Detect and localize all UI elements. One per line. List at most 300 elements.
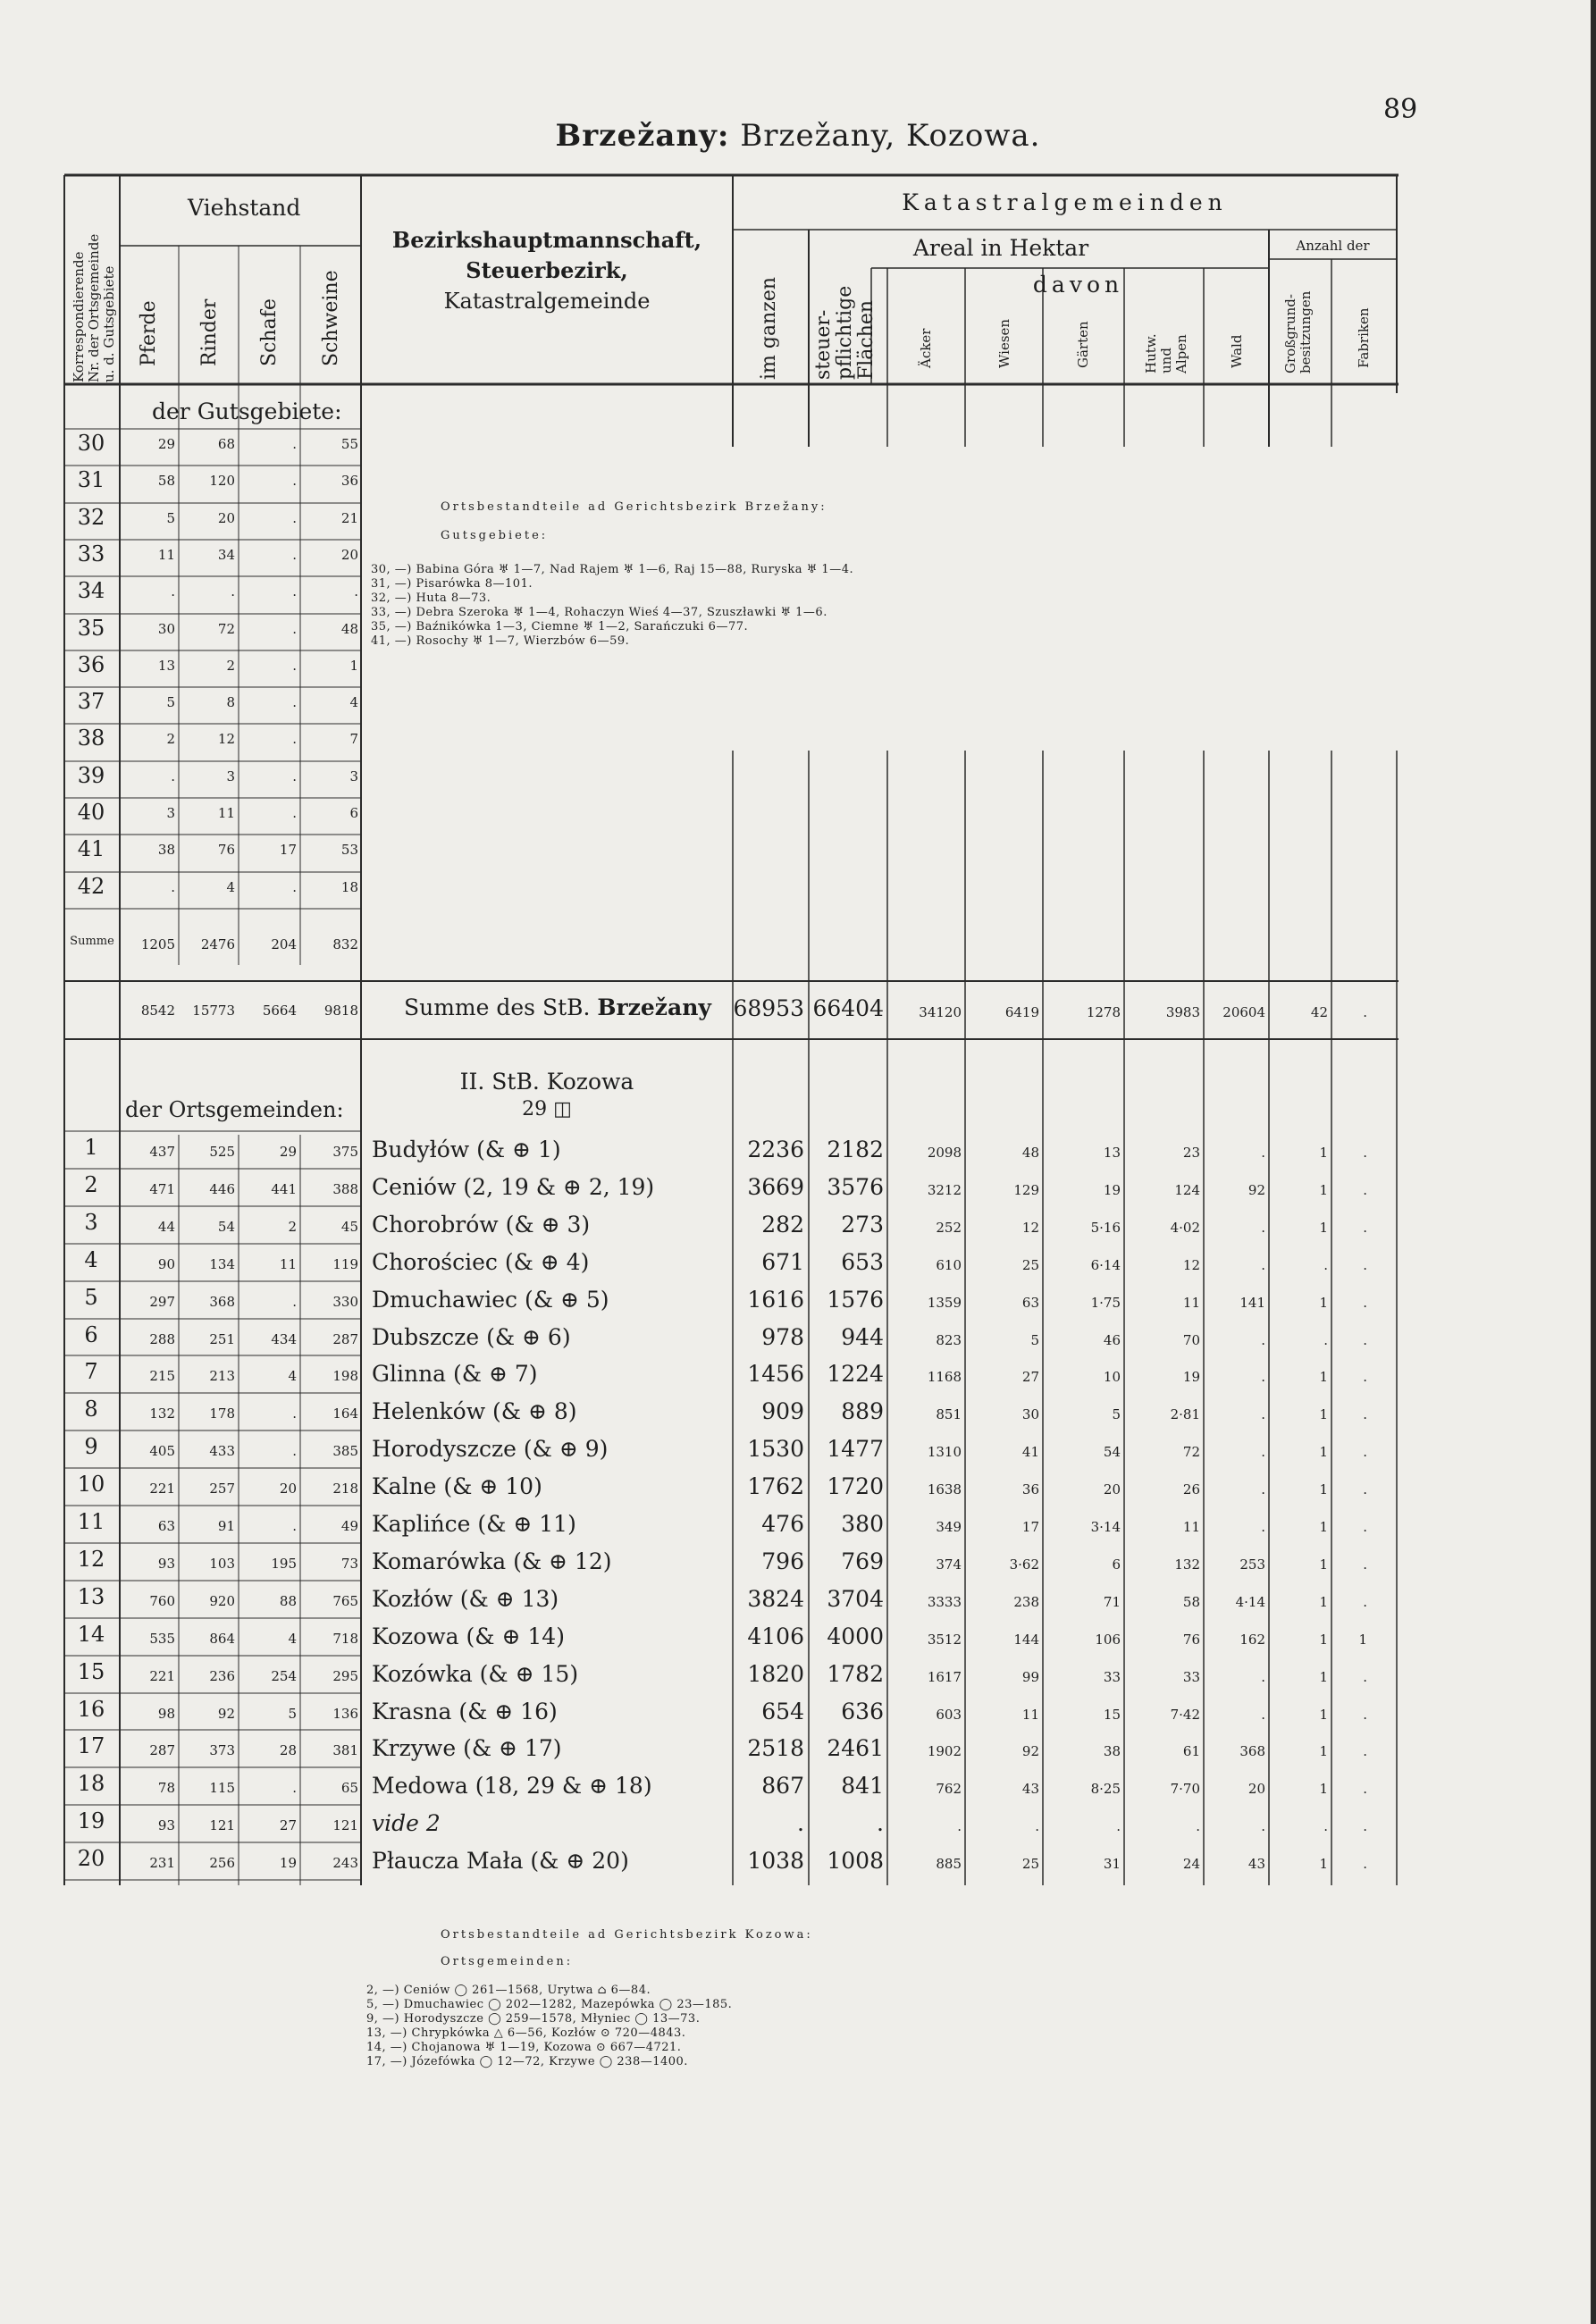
gross-cell: 1 (1319, 1295, 1328, 1311)
row-number: 10 (77, 1472, 105, 1497)
bezirk-line1: Bezirkshauptmannschaft, (391, 227, 702, 253)
korr-line2: Nr. der Ortsgemeinde (86, 233, 102, 382)
wald-cell: . (1261, 1444, 1265, 1460)
gross-cell: 1 (1319, 1444, 1328, 1460)
steuer-cell: 1477 (827, 1436, 884, 1462)
schweine-cell: 73 (340, 1556, 358, 1572)
pferde-cell: 132 (149, 1405, 175, 1422)
rinder-cell: 213 (209, 1368, 235, 1384)
total-ganzen: 68953 (733, 995, 804, 1021)
wald-cell: . (1261, 1220, 1265, 1236)
row-number: 19 (77, 1808, 105, 1833)
schafe-cell: . (292, 768, 297, 784)
gross-header (1283, 291, 1314, 373)
place-name: Ceniów (2, 19 & ⊕ 2, 19) (372, 1174, 655, 1200)
schweine-cell: 375 (332, 1144, 358, 1160)
rinder-cell: 20 (217, 510, 235, 526)
place-name: vide 2 (372, 1810, 441, 1836)
row-number: 31 (77, 467, 105, 492)
steuer-cell: 1008 (827, 1848, 884, 1874)
schafe-cell: . (292, 510, 297, 526)
wald-cell: . (1261, 1707, 1265, 1723)
row-number: 13 (77, 1584, 105, 1609)
steuer-cell: 2182 (827, 1137, 884, 1162)
place-name: Helenków (& ⊕ 8) (372, 1398, 577, 1424)
schweine-cell: 381 (332, 1742, 358, 1758)
row-number: 16 (77, 1697, 105, 1722)
wald-cell: 43 (1247, 1856, 1265, 1872)
schafe-cell: 254 (271, 1668, 297, 1684)
schafe-cell: 195 (271, 1556, 297, 1572)
hutw-cell: 24 (1182, 1856, 1200, 1872)
rinder-cell: 34 (217, 547, 235, 563)
gross-cell: 1 (1319, 1594, 1328, 1610)
pferde-cell: 288 (149, 1331, 175, 1347)
gaerten-cell: 54 (1103, 1444, 1121, 1460)
pferde-cell: 44 (157, 1219, 175, 1235)
ganzen-cell: 1530 (747, 1436, 804, 1462)
hutw-cell: 124 (1174, 1182, 1200, 1198)
wiesen-cell: 238 (1013, 1594, 1039, 1610)
row-number: 14 (77, 1622, 105, 1647)
fabriken-cell: . (1363, 1594, 1367, 1610)
schafe-cell: . (292, 731, 297, 747)
schafe-cell: . (292, 583, 297, 600)
steuer-cell: 2461 (827, 1735, 884, 1761)
aecker-cell: 1168 (927, 1369, 962, 1385)
ganzen-cell: 867 (761, 1773, 804, 1799)
gaerten-header: Gärten (1075, 321, 1091, 368)
place-name: Komarówka (& ⊕ 12) (372, 1548, 612, 1574)
place-name: Kaplińce (& ⊕ 11) (372, 1511, 576, 1537)
pferde-cell: 78 (157, 1780, 175, 1796)
rinder-cell: 8 (226, 694, 235, 710)
aecker-cell: 823 (936, 1332, 962, 1348)
gaerten-cell: 5 (1112, 1406, 1121, 1422)
gross-cell: 1 (1319, 1632, 1328, 1648)
row-number: 18 (77, 1771, 105, 1796)
wald-header: Wald (1229, 334, 1245, 368)
fabriken-cell: . (1363, 1743, 1367, 1759)
steuer-line1: steuer- (812, 309, 835, 380)
pferde-cell: 221 (149, 1668, 175, 1684)
aecker-cell: 1617 (927, 1669, 962, 1685)
notes2-line: 2, —) Ceniów ◯ 261—1568, Urytwa ⌂ 6—84. (366, 1984, 651, 1997)
total-steuer: 66404 (812, 995, 884, 1021)
hutw-cell: 7·70 (1170, 1781, 1200, 1797)
gaerten-cell: 8·25 (1090, 1781, 1121, 1797)
wiesen-header: Wiesen (996, 318, 1012, 368)
aecker-header: Äcker (918, 328, 934, 368)
davon-header: davon (1032, 272, 1124, 298)
rinder-cell: 257 (209, 1481, 235, 1497)
wald-cell: . (1261, 1332, 1265, 1348)
place-name: Medowa (18, 29 & ⊕ 18) (372, 1773, 652, 1799)
rinder-cell: 54 (217, 1219, 235, 1235)
ganzen-cell: 671 (761, 1249, 804, 1275)
rinder-cell: 103 (209, 1556, 235, 1572)
rinder-cell: 920 (209, 1593, 235, 1609)
row-number: 15 (77, 1659, 105, 1684)
hutw-cell: 2·81 (1170, 1406, 1200, 1422)
rinder-cell: 11 (217, 805, 235, 821)
pferde-cell: 5 (166, 694, 175, 710)
schweine-cell: 330 (332, 1294, 358, 1310)
place-name: Krasna (& ⊕ 16) (372, 1699, 558, 1724)
pferde-cell: 11 (157, 547, 175, 563)
kozowa-heading: II. StB. Kozowa (459, 1069, 634, 1095)
ganzen-cell: . (797, 1810, 804, 1836)
hutw-cell: 7·42 (1170, 1707, 1200, 1723)
schweine-cell: 218 (332, 1481, 358, 1497)
fabriken-cell: . (1363, 1669, 1367, 1685)
pferde-cell: 287 (149, 1742, 175, 1758)
aecker-cell: 1359 (927, 1295, 962, 1311)
wald-cell: 368 (1239, 1743, 1265, 1759)
pferde-cell: 437 (149, 1144, 175, 1160)
fabriken-header: Fabriken (1356, 307, 1372, 368)
wiesen-cell: 27 (1021, 1369, 1039, 1385)
total-gaerten: 1278 (1086, 1004, 1121, 1020)
rinder-cell: 76 (217, 842, 235, 858)
schafe-header: Schafe (258, 298, 281, 366)
pferde-cell: . (171, 768, 175, 784)
gutsgebiete-label: der Gutsgebiete: (152, 399, 342, 424)
gross-cell: 1 (1319, 1406, 1328, 1422)
rinder-cell: 72 (217, 621, 235, 637)
ganzen-cell: 1820 (747, 1661, 804, 1687)
kozowa-count: 29 ◫ (522, 1098, 572, 1120)
rinder-cell: 134 (209, 1256, 235, 1272)
steuer-cell: . (877, 1810, 884, 1836)
schweine-cell: 48 (340, 621, 358, 637)
schafe-cell: . (292, 436, 297, 452)
schafe-cell: . (292, 879, 297, 895)
gaerten-cell: 19 (1103, 1182, 1121, 1198)
gaerten-cell: 10 (1103, 1369, 1121, 1385)
schafe-cell: . (292, 547, 297, 563)
ganzen-cell: 978 (761, 1324, 804, 1350)
notes1-list (371, 563, 853, 649)
total-label-text: Summe des StB. (404, 994, 591, 1020)
schafe-cell: . (292, 1443, 297, 1459)
hutw-cell: 23 (1182, 1145, 1200, 1161)
wiesen-cell: 43 (1021, 1781, 1039, 1797)
pferde-cell: 29 (157, 436, 175, 452)
schweine-cell: 121 (332, 1817, 358, 1833)
notes1-line: 35, —) Baźnikówka 1—3, Ciemne ♅ 1—2, Sarańczuki 6—77. (371, 620, 749, 633)
schafe-cell: . (292, 621, 297, 637)
notes1-line: 33, —) Debra Szeroka ♅ 1—4, Rohaczyn Wieś 4—37, Szuszławki ♅ 1—6. (371, 606, 827, 619)
pferde-cell: 405 (149, 1443, 175, 1459)
place-name: Dmuchawiec (& ⊕ 5) (372, 1287, 609, 1313)
pferde-cell: 3 (166, 805, 175, 821)
pferde-cell: 471 (149, 1181, 175, 1197)
schweine-header: Schweine (320, 270, 342, 366)
pferde-cell: 38 (157, 842, 175, 858)
schweine-cell: 385 (332, 1443, 358, 1459)
gross-cell: . (1323, 1818, 1328, 1834)
steuer-cell: 841 (841, 1773, 884, 1799)
rinder-cell: 91 (217, 1518, 235, 1534)
pferde-cell: . (171, 879, 175, 895)
ganzen-cell: 282 (761, 1212, 804, 1238)
pferde-cell: 297 (149, 1294, 175, 1310)
aecker-cell: 1902 (927, 1743, 962, 1759)
notes1-line: 32, —) Huta 8—73. (371, 591, 491, 605)
gaerten-cell: 1·75 (1090, 1295, 1121, 1311)
wiesen-cell: . (1035, 1818, 1039, 1834)
steuer-cell: 1576 (827, 1287, 884, 1313)
schweine-cell: 65 (340, 1780, 358, 1796)
schafe-cell: . (292, 1780, 297, 1796)
pferde-cell: 535 (149, 1631, 175, 1647)
rinder-cell: 3 (226, 768, 235, 784)
wiesen-cell: 25 (1021, 1257, 1039, 1273)
schafe-cell: 5 (288, 1706, 297, 1722)
page-number: 89 (1383, 94, 1418, 125)
wiesen-cell: 3·62 (1009, 1556, 1039, 1573)
gaerten-cell: 13 (1103, 1145, 1121, 1161)
wiesen-cell: 63 (1021, 1295, 1039, 1311)
ganzen-cell: 3669 (747, 1174, 804, 1200)
hutw-cell: 132 (1174, 1556, 1200, 1573)
wald-cell: . (1261, 1669, 1265, 1685)
pferde-header: Pferde (138, 300, 160, 366)
pferde-cell: 93 (157, 1556, 175, 1572)
gaerten-cell: 5·16 (1090, 1220, 1121, 1236)
gross-cell: 1 (1319, 1369, 1328, 1385)
wiesen-cell: 144 (1013, 1632, 1039, 1648)
rinder-cell: 525 (209, 1144, 235, 1160)
gross-line2: besitzungen (1298, 290, 1314, 373)
hutw-cell: 12 (1182, 1257, 1200, 1273)
hutw-cell: 19 (1182, 1369, 1200, 1385)
steuer-cell: 1720 (827, 1473, 884, 1499)
hutw-cell: 33 (1182, 1669, 1200, 1685)
fabriken-cell: . (1363, 1856, 1367, 1872)
total-fabriken: . (1363, 1004, 1367, 1020)
total-wiesen: 6419 (1004, 1004, 1039, 1020)
fabriken-cell: . (1363, 1481, 1367, 1498)
schafe-cell: . (292, 1518, 297, 1534)
place-name: Kozłów (& ⊕ 13) (372, 1586, 559, 1612)
row-number: 38 (77, 726, 105, 751)
summe-pferde: 1205 (140, 936, 175, 952)
schweine-cell: 718 (332, 1631, 358, 1647)
ortsgemeinden-label: der Ortsgemeinden: (125, 1097, 344, 1122)
row-number: 20 (77, 1846, 105, 1871)
fabriken-cell: . (1363, 1818, 1367, 1834)
aecker-cell: . (957, 1818, 962, 1834)
row-number: 6 (84, 1322, 98, 1347)
steuer-line2: pflichtige (834, 285, 856, 380)
steuer-cell: 769 (841, 1548, 884, 1574)
schweine-cell: 36 (340, 473, 358, 489)
rinder-cell: 373 (209, 1742, 235, 1758)
place-name: Dubszcze (& ⊕ 6) (372, 1324, 571, 1350)
wald-cell: . (1261, 1481, 1265, 1498)
rinder-cell: 368 (209, 1294, 235, 1310)
rinder-cell: 251 (209, 1331, 235, 1347)
schafe-cell: 19 (279, 1855, 297, 1871)
wald-cell: . (1261, 1519, 1265, 1535)
place-name: Krzywe (& ⊕ 17) (372, 1735, 562, 1761)
ganzen-cell: 1038 (747, 1848, 804, 1874)
total-rinder: 15773 (192, 1003, 235, 1019)
schafe-cell: 88 (279, 1593, 297, 1609)
wald-cell: 20 (1247, 1781, 1265, 1797)
aecker-cell: 1638 (927, 1481, 962, 1498)
row-number: 9 (84, 1434, 98, 1459)
row-number: 5 (84, 1285, 98, 1310)
hutw-cell: 11 (1182, 1519, 1200, 1535)
aecker-cell: 349 (936, 1519, 962, 1535)
schweine-cell: 136 (332, 1706, 358, 1722)
row-number: 41 (77, 836, 105, 861)
schafe-cell: 434 (271, 1331, 297, 1347)
wiesen-cell: 92 (1021, 1743, 1039, 1759)
schafe-cell: . (292, 694, 297, 710)
aecker-cell: 374 (936, 1556, 962, 1573)
schweine-cell: 20 (340, 547, 358, 563)
steuer-cell: 4000 (827, 1623, 884, 1649)
pferde-cell: 5 (166, 510, 175, 526)
notes2-list (366, 1984, 732, 2069)
notes2-heading: Ortsbestandteile ad Gerichtsbezirk Kozowa: (441, 1928, 813, 1942)
fabriken-cell: . (1363, 1257, 1367, 1273)
wiesen-cell: 12 (1021, 1220, 1039, 1236)
schafe-cell: . (292, 1405, 297, 1422)
place-name: Horodyszcze (& ⊕ 9) (372, 1436, 609, 1462)
fabriken-cell: . (1363, 1295, 1367, 1311)
pferde-cell: 13 (157, 658, 175, 674)
row-number: 7 (84, 1359, 98, 1384)
ganzen-cell: 1762 (747, 1473, 804, 1499)
ganzen-cell: 2236 (747, 1137, 804, 1162)
aecker-cell: 252 (936, 1220, 962, 1236)
schweine-cell: 388 (332, 1181, 358, 1197)
steuer-cell: 3704 (827, 1586, 884, 1612)
wald-cell: 162 (1239, 1632, 1265, 1648)
ganzen-cell: 654 (761, 1699, 804, 1724)
pferde-cell: 2 (166, 731, 175, 747)
hutw-cell: 11 (1182, 1295, 1200, 1311)
row-number: 11 (77, 1509, 105, 1534)
summe-label: Summe (70, 935, 114, 948)
fabriken-cell: . (1363, 1406, 1367, 1422)
row-number: 34 (77, 578, 105, 603)
row-number: 39 (77, 763, 105, 788)
wald-cell: . (1261, 1145, 1265, 1161)
schweine-cell: . (354, 583, 358, 600)
place-name: Kozówka (& ⊕ 15) (372, 1661, 579, 1687)
fabriken-cell: . (1363, 1332, 1367, 1348)
gross-cell: 1 (1319, 1519, 1328, 1535)
gaerten-cell: 15 (1103, 1707, 1121, 1723)
schweine-cell: 243 (332, 1855, 358, 1871)
total-schafe: 5664 (262, 1003, 297, 1019)
title-subtitle: Brzežany, Kozowa. (740, 118, 1041, 154)
ganzen-cell: 1456 (747, 1361, 804, 1387)
row-number: 40 (77, 800, 105, 825)
gaerten-cell: 6·14 (1090, 1257, 1121, 1273)
ganzen-cell: 909 (761, 1398, 804, 1424)
ganzen-header: im ganzen (758, 276, 780, 380)
summe-schafe: 204 (271, 936, 297, 952)
fabriken-cell: . (1363, 1444, 1367, 1460)
gaerten-cell: 3·14 (1090, 1519, 1121, 1535)
aecker-cell: 851 (936, 1406, 962, 1422)
rinder-cell: 121 (209, 1817, 235, 1833)
bezirk-header (361, 225, 733, 316)
schafe-cell: . (292, 473, 297, 489)
schweine-cell: 53 (340, 842, 358, 858)
steuer-cell: 273 (841, 1212, 884, 1238)
fabriken-cell: . (1363, 1707, 1367, 1723)
hutw-cell: 4·02 (1170, 1220, 1200, 1236)
rinder-cell: 4 (226, 879, 235, 895)
hutw-line3: Alpen (1173, 334, 1189, 373)
total-name: Brzežany (597, 994, 711, 1020)
korrespondierende-header (71, 234, 117, 382)
ganzen-cell: 1616 (747, 1287, 804, 1313)
schweine-cell: 164 (332, 1405, 358, 1422)
steuer-cell: 653 (841, 1249, 884, 1275)
gross-cell: 1 (1319, 1556, 1328, 1573)
schafe-cell: . (292, 805, 297, 821)
rinder-cell: 92 (217, 1706, 235, 1722)
place-name: Płaucza Mała (& ⊕ 20) (372, 1848, 629, 1874)
gross-cell: 1 (1319, 1707, 1328, 1723)
notes1-sub: Gutsgebiete: (441, 529, 549, 542)
ganzen-cell: 2518 (747, 1735, 804, 1761)
ganzen-cell: 4106 (747, 1623, 804, 1649)
rinder-cell: 446 (209, 1181, 235, 1197)
rinder-cell: 2 (226, 658, 235, 674)
fabriken-cell: . (1363, 1781, 1367, 1797)
hutw-cell: 76 (1182, 1632, 1200, 1648)
schafe-cell: 11 (279, 1256, 297, 1272)
schafe-cell: 4 (288, 1631, 297, 1647)
schweine-cell: 21 (340, 510, 358, 526)
row-number: 2 (84, 1172, 98, 1197)
pferde-cell: 63 (157, 1518, 175, 1534)
kataster-header: Katastralgemeinden (902, 189, 1228, 215)
row-number: 12 (77, 1547, 105, 1572)
total-pferde: 8542 (140, 1003, 175, 1019)
title-district: Brzežany: (555, 118, 730, 154)
total-wald: 20604 (1222, 1004, 1265, 1020)
rinder-cell: 433 (209, 1443, 235, 1459)
schafe-cell: 2 (288, 1219, 297, 1235)
gaerten-cell: 46 (1103, 1332, 1121, 1348)
hutw-cell: 61 (1182, 1743, 1200, 1759)
gross-cell: 1 (1319, 1856, 1328, 1872)
aecker-cell: 3212 (927, 1182, 962, 1198)
bezirk-line3: Katastralgemeinde (443, 289, 651, 314)
schweine-cell: 1 (349, 658, 358, 674)
row-number: 30 (77, 431, 105, 456)
wald-cell: . (1261, 1406, 1265, 1422)
ganzen-cell: 3824 (747, 1586, 804, 1612)
gross-cell: 1 (1319, 1481, 1328, 1498)
pferde-cell: 215 (149, 1368, 175, 1384)
areal-header: Areal in Hektar (912, 235, 1089, 261)
fabriken-cell: . (1363, 1519, 1367, 1535)
fabriken-cell: . (1363, 1369, 1367, 1385)
pferde-cell: 231 (149, 1855, 175, 1871)
